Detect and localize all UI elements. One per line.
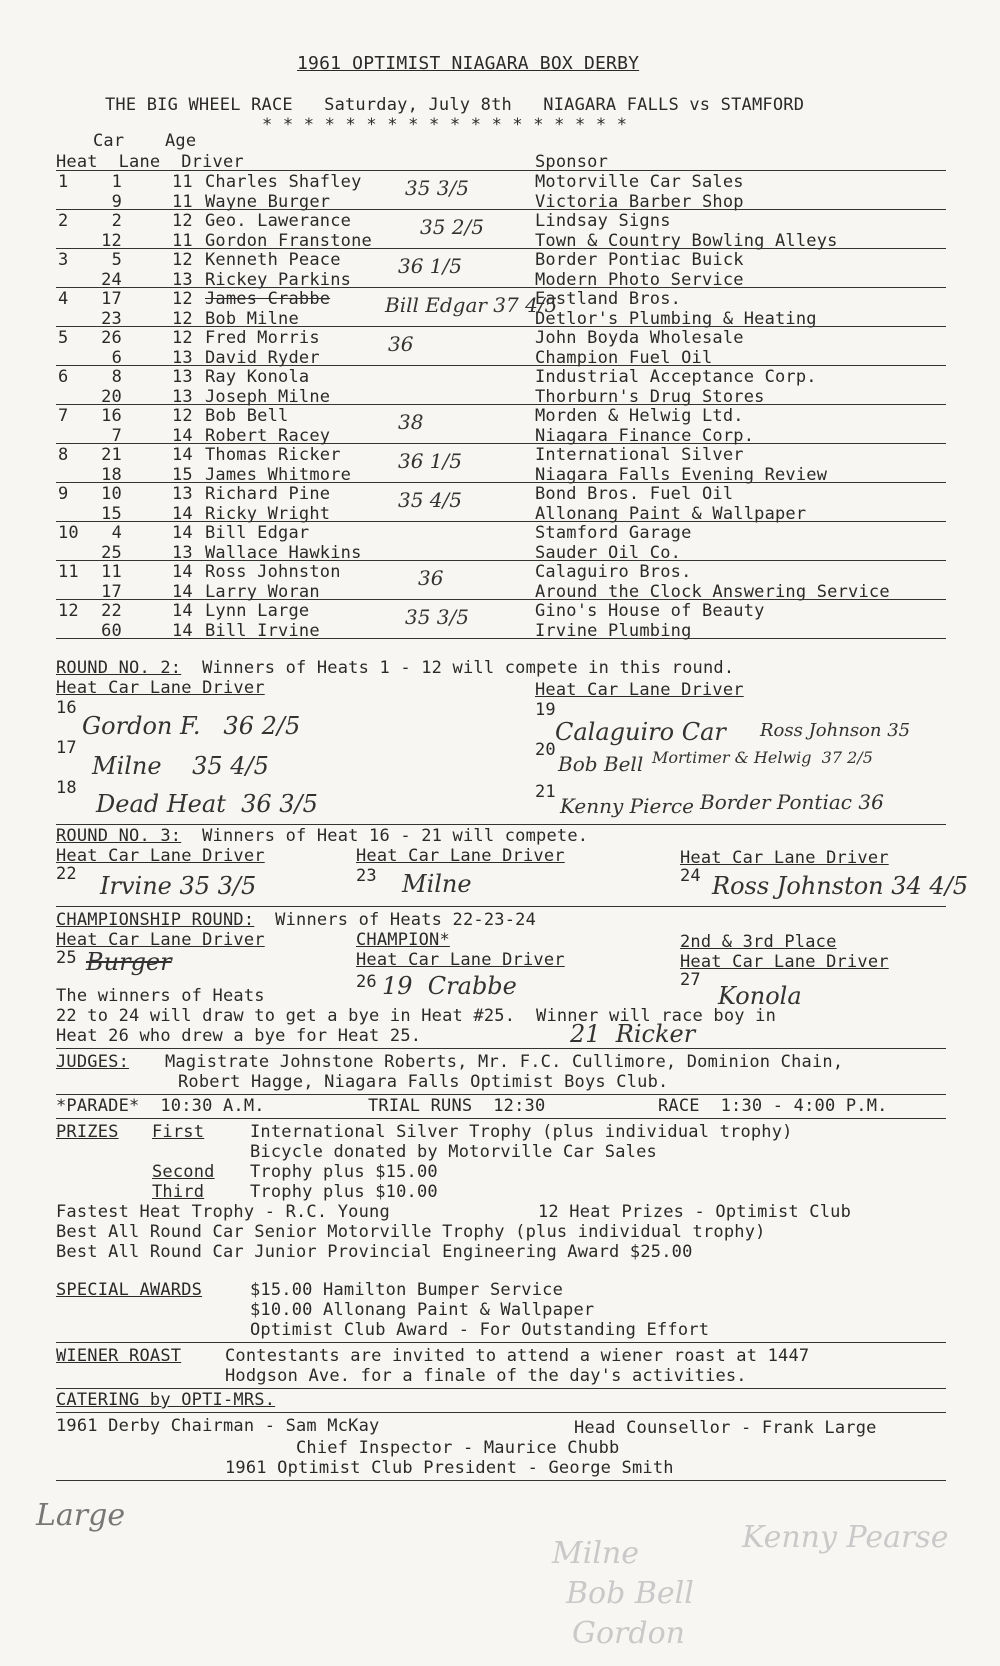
round2-header-left: Heat Car Lane Driver	[56, 678, 265, 698]
heat-22-handwriting: Irvine 35 3/5	[100, 872, 257, 900]
heat-time-note: 35 2/5	[420, 215, 484, 239]
rule-officials	[56, 1412, 946, 1413]
prize-second-label: Second	[152, 1162, 215, 1182]
heat-time-note: 35 3/5	[405, 605, 469, 629]
heat-number: 8	[58, 445, 69, 465]
driver-age: 14	[172, 581, 193, 602]
driver-name: Rickey Parkins	[205, 269, 352, 290]
round3-header-3: Heat Car Lane Driver	[680, 848, 889, 868]
prize-first-text-1: International Silver Trophy (plus individual trophy)	[250, 1122, 793, 1142]
catering-line: CATERING by OPTI-MRS.	[56, 1390, 276, 1410]
driver-age: 13	[172, 269, 193, 290]
rule-wiener	[56, 1342, 946, 1343]
driver-age: 12	[172, 211, 193, 231]
driver-name: Ray Konola	[205, 367, 310, 387]
heat-23-number: 23	[356, 866, 377, 886]
sponsor-name: Champion Fuel Oil	[535, 347, 713, 368]
special-award-1: $15.00 Hamilton Bumper Service	[250, 1280, 564, 1300]
driver-name: Geo. Lawerance	[205, 211, 352, 231]
heat-19-number: 19	[535, 700, 556, 720]
heat-number: 2	[58, 211, 69, 231]
lane-number: 18	[101, 464, 122, 485]
driver-age: 14	[172, 523, 193, 543]
heat-number: 1	[58, 172, 69, 192]
second-third-label: 2nd & 3rd Place	[680, 932, 837, 952]
sponsor-name: Niagara Finance Corp.	[535, 425, 755, 446]
judges-line-1: Magistrate Johnstone Roberts, Mr. F.C. Cullimore, Dominion Chain,	[165, 1052, 844, 1072]
heat-number: 4	[58, 289, 69, 309]
heat-divider	[56, 482, 946, 483]
driver-name: Wayne Burger	[205, 191, 331, 212]
handwriting-large: Large	[36, 1498, 126, 1533]
official-inspector: Chief Inspector - Maurice Chubb	[296, 1438, 620, 1458]
prize-best-junior: Best All Round Car Junior Provincial Engineering Award $25.00	[56, 1242, 693, 1262]
sponsor-name: Thorburn's Drug Stores	[535, 386, 765, 407]
driver-name: James Whitmore	[205, 464, 352, 485]
heat-16-handwriting: Gordon F. 36 2/5	[82, 712, 301, 740]
heat-21-note: Border Pontiac 36	[700, 790, 884, 814]
sponsor-name: Border Pontiac Buick	[535, 250, 744, 270]
lane-number: 12	[101, 230, 122, 251]
heat-divider	[56, 209, 946, 210]
sponsor-name: Morden & Helwig Ltd.	[535, 406, 744, 426]
driver-age: 13	[172, 386, 193, 407]
heat-26-number: 26	[356, 972, 377, 992]
prize-second-text: Trophy plus $15.00	[250, 1162, 438, 1182]
round3-header-1: Heat Car Lane Driver	[56, 846, 265, 866]
sponsor-name: Niagara Falls Evening Review	[535, 464, 828, 485]
driver-age: 14	[172, 445, 193, 465]
heat-27-handwriting: Konola	[718, 982, 802, 1010]
round2-header-right: Heat Car Lane Driver	[535, 680, 744, 700]
rule-championship	[56, 906, 946, 907]
driver-age: 12	[172, 406, 193, 426]
driver-age: 13	[172, 347, 193, 368]
heat-time-note: 36 1/5	[398, 254, 462, 278]
driver-age: 14	[172, 601, 193, 621]
heat-20-note: Mortimer & Helwig 37 2/5	[652, 748, 873, 767]
lane-number: 6	[111, 347, 122, 368]
lane-number: 8	[111, 367, 122, 387]
heat-20-handwriting: Bob Bell	[558, 752, 644, 776]
lane-number: 25	[101, 542, 122, 563]
driver-age: 13	[172, 367, 193, 387]
heat-number: 3	[58, 250, 69, 270]
heat-27-number: 27	[680, 970, 701, 990]
championship-header-3: Heat Car Lane Driver	[680, 952, 889, 972]
lane-number: 1	[111, 172, 122, 192]
sponsor-name: Detlor's Plumbing & Heating	[535, 308, 817, 329]
rule-prizes	[56, 1118, 946, 1119]
heat-26-handwriting: 19 Crabbe	[382, 972, 517, 1000]
driver-name: Bob Milne	[205, 308, 299, 329]
wiener-roast-line-1: Contestants are invited to attend a wiener roast at 1447	[225, 1346, 810, 1366]
heat-20-number: 20	[535, 740, 556, 760]
lane-number: 7	[111, 425, 122, 446]
handwriting-bob: Bob Bell	[566, 1576, 694, 1611]
driver-age: 12	[172, 289, 193, 309]
sponsor-name: Calaguiro Bros.	[535, 562, 692, 582]
rule-bottom	[56, 1480, 946, 1481]
championship-label: CHAMPIONSHIP ROUND:	[56, 910, 255, 930]
driver-name: Lynn Large	[205, 601, 310, 621]
lane-number: 5	[111, 250, 122, 270]
driver-age: 12	[172, 328, 193, 348]
heat-17-number: 17	[56, 738, 77, 758]
heat-number: 10	[58, 523, 79, 543]
lane-number: 17	[101, 581, 122, 602]
driver-age: 11	[172, 172, 193, 192]
heat-time-note: 38	[398, 410, 424, 434]
heat-18-handwriting: Dead Heat 36 3/5	[96, 790, 318, 818]
championship-extra-handwriting: 21 Ricker	[570, 1020, 696, 1048]
lane-number: 11	[101, 562, 122, 582]
round2-line	[56, 658, 734, 678]
header-heat-lane-driver: Heat Lane Driver	[56, 152, 244, 172]
sponsor-name: Stamford Garage	[535, 523, 692, 543]
heat-time-note: 36	[418, 566, 444, 590]
sponsor-name: Gino's House of Beauty	[535, 601, 765, 621]
sponsor-name: Modern Photo Service	[535, 269, 744, 290]
sponsor-name: International Silver	[535, 445, 744, 465]
prize-first-label: First	[152, 1122, 205, 1142]
driver-age: 11	[172, 230, 193, 251]
heat-25-number: 25	[56, 948, 77, 968]
round3-text: Winners of Heat 16 - 21 will compete.	[202, 826, 589, 846]
lane-number: 15	[101, 503, 122, 524]
prizes-label: PRIZES	[56, 1122, 119, 1142]
sponsor-name: Town & Country Bowling Alleys	[535, 230, 838, 251]
driver-name: James Crabbe	[205, 289, 331, 309]
schedule-race: RACE 1:30 - 4:00 P.M.	[658, 1096, 888, 1116]
driver-name: Joseph Milne	[205, 386, 331, 407]
champion-label: CHAMPION*	[356, 930, 450, 950]
heat-19-handwriting: Calaguiro Car	[555, 718, 726, 746]
heat-number: 7	[58, 406, 69, 426]
round3-line	[56, 826, 588, 846]
heat-number: 5	[58, 328, 69, 348]
heat-divider	[56, 287, 946, 288]
sponsor-name: Around the Clock Answering Service	[535, 581, 890, 602]
header-age: Age	[165, 131, 197, 151]
sponsor-name: Bond Bros. Fuel Oil	[535, 484, 734, 504]
lane-number: 4	[111, 523, 122, 543]
official-counsellor: Head Counsellor - Frank Large	[574, 1418, 877, 1438]
official-chairman: 1961 Derby Chairman - Sam McKay	[56, 1416, 380, 1436]
heat-21-handwriting: Kenny Pierce	[560, 794, 694, 818]
lane-number: 23	[101, 308, 122, 329]
rule-catering	[56, 1388, 946, 1389]
championship-note-2: 22 to 24 will draw to get a bye in Heat #25. Winner will race boy in	[56, 1006, 777, 1026]
heat-21-number: 21	[535, 782, 556, 802]
header-car: Car	[93, 131, 125, 151]
driver-name: Bill Irvine	[205, 620, 320, 641]
round2-text: Winners of Heats 1 - 12 will compete in this round.	[202, 658, 735, 678]
heat-divider	[56, 599, 946, 600]
driver-age: 12	[172, 308, 193, 329]
heat-number: 12	[58, 601, 79, 621]
sponsor-name: Allonang Paint & Wallpaper	[535, 503, 807, 524]
heat-19-note: Ross Johnson 35	[760, 720, 911, 741]
round3-header-2: Heat Car Lane Driver	[356, 846, 565, 866]
wiener-roast-label: WIENER ROAST	[56, 1346, 182, 1366]
driver-name: Bob Bell	[205, 406, 289, 426]
heat-25-handwriting: Burger	[86, 948, 172, 976]
lane-number: 2	[111, 211, 122, 231]
page-subtitle: THE BIG WHEEL RACE Saturday, July 8th NIAGARA FALLS vs STAMFORD	[105, 95, 805, 115]
heat-divider	[56, 443, 946, 444]
driver-age: 12	[172, 250, 193, 270]
prize-third-label: Third	[152, 1182, 205, 1202]
driver-name: Larry Woran	[205, 581, 320, 602]
driver-name: Kenneth Peace	[205, 250, 341, 270]
sponsor-name: Eastland Bros.	[535, 289, 682, 309]
judges-line-2: Robert Hagge, Niagara Falls Optimist Boys Club.	[178, 1072, 669, 1092]
heat-time-note: 35 3/5	[405, 176, 469, 200]
heat-time-note: 36	[388, 332, 414, 356]
round3-label: ROUND NO. 3:	[56, 826, 182, 846]
lane-number: 60	[101, 620, 122, 641]
heat-24-number: 24	[680, 866, 701, 886]
heat-time-note: Bill Edgar 37 4/5	[385, 293, 558, 317]
sponsor-name: Motorville Car Sales	[535, 172, 744, 192]
driver-name: David Ryder	[205, 347, 320, 368]
championship-header-1: Heat Car Lane Driver	[56, 930, 265, 950]
heat-divider	[56, 638, 946, 639]
lane-number: 21	[101, 445, 122, 465]
lane-number: 9	[111, 191, 122, 212]
heat-divider	[56, 560, 946, 561]
championship-text: Winners of Heats 22-23-24	[275, 910, 537, 930]
lane-number: 26	[101, 328, 122, 348]
driver-age: 13	[172, 484, 193, 504]
sponsor-name: Victoria Barber Shop	[535, 191, 744, 212]
sponsor-name: Lindsay Signs	[535, 211, 671, 231]
lane-number: 16	[101, 406, 122, 426]
prize-heat-prizes: 12 Heat Prizes - Optimist Club	[538, 1202, 852, 1222]
round2-label: ROUND NO. 2:	[56, 658, 182, 678]
heat-16-number: 16	[56, 698, 77, 718]
star-divider: * * * * * * * * * * * * * * * * * *	[262, 115, 628, 135]
heat-time-note: 35 4/5	[398, 488, 462, 512]
heat-divider	[56, 404, 946, 405]
driver-name: Bill Edgar	[205, 523, 310, 543]
heat-23-handwriting: Milne	[402, 870, 472, 898]
driver-age: 14	[172, 425, 193, 446]
rule-judges	[56, 1048, 946, 1049]
sponsor-name: Industrial Acceptance Corp.	[535, 367, 817, 387]
heat-17-handwriting: Milne 35 4/5	[92, 752, 269, 780]
driver-name: Fred Morris	[205, 328, 320, 348]
driver-age: 14	[172, 503, 193, 524]
driver-name: Wallace Hawkins	[205, 542, 362, 563]
sponsor-name: Sauder Oil Co.	[535, 542, 682, 563]
heat-24-handwriting: Ross Johnston 34 4/5	[712, 872, 969, 900]
prize-fastest: Fastest Heat Trophy - R.C. Young	[56, 1202, 390, 1222]
heat-22-number: 22	[56, 864, 77, 884]
lane-number: 10	[101, 484, 122, 504]
lane-number: 24	[101, 269, 122, 290]
prize-best-senior: Best All Round Car Senior Motorville Trophy (plus individual trophy)	[56, 1222, 766, 1242]
driver-name: Ross Johnston	[205, 562, 341, 582]
championship-note-3: Heat 26 who drew a bye for Heat 25.	[56, 1026, 422, 1046]
driver-age: 14	[172, 562, 193, 582]
heat-number: 6	[58, 367, 69, 387]
driver-age: 13	[172, 542, 193, 563]
championship-header-2: Heat Car Lane Driver	[356, 950, 565, 970]
driver-name: Ricky Wright	[205, 503, 331, 524]
schedule-parade: *PARADE* 10:30 A.M.	[56, 1096, 265, 1116]
heat-divider	[56, 365, 946, 366]
driver-age: 14	[172, 620, 193, 641]
official-president: 1961 Optimist Club President - George Smith	[225, 1458, 674, 1478]
heat-divider	[56, 170, 946, 171]
header-sponsor: Sponsor	[535, 152, 609, 172]
heat-18-number: 18	[56, 778, 77, 798]
heat-time-note: 36 1/5	[398, 449, 462, 473]
driver-name: Robert Racey	[205, 425, 331, 446]
handwriting-kenny: Kenny Pearse	[742, 1520, 949, 1555]
special-award-2: $10.00 Allonang Paint & Wallpaper	[250, 1300, 595, 1320]
schedule-trial-runs: TRIAL RUNS 12:30	[368, 1096, 546, 1116]
wiener-roast-line-2: Hodgson Ave. for a finale of the day's activities.	[225, 1366, 747, 1386]
driver-age: 11	[172, 191, 193, 212]
championship-line	[56, 910, 536, 930]
lane-number: 20	[101, 386, 122, 407]
championship-note-1: The winners of Heats	[56, 986, 265, 1006]
handwriting-milne: Milne	[552, 1536, 639, 1571]
sponsor-name: Irvine Plumbing	[535, 620, 692, 641]
prize-third-text: Trophy plus $10.00	[250, 1182, 438, 1202]
lane-number: 22	[101, 601, 122, 621]
rule-round3	[56, 824, 946, 825]
driver-age: 15	[172, 464, 193, 485]
heat-number: 9	[58, 484, 69, 504]
sponsor-name: John Boyda Wholesale	[535, 328, 744, 348]
handwriting-gordon: Gordon	[572, 1616, 685, 1651]
special-award-3: Optimist Club Award - For Outstanding Effort	[250, 1320, 710, 1340]
judges-label: JUDGES:	[56, 1052, 130, 1072]
rule-schedule	[56, 1094, 946, 1095]
heat-divider	[56, 521, 946, 522]
heat-divider	[56, 248, 946, 249]
driver-name: Richard Pine	[205, 484, 331, 504]
special-awards-label: SPECIAL AWARDS	[56, 1280, 203, 1300]
driver-name: Thomas Ricker	[205, 445, 341, 465]
heat-number: 11	[58, 562, 79, 582]
lane-number: 17	[101, 289, 122, 309]
page-title: 1961 OPTIMIST NIAGARA BOX DERBY	[297, 53, 640, 74]
prize-first-text-2: Bicycle donated by Motorville Car Sales	[250, 1142, 657, 1162]
driver-name: Charles Shafley	[205, 172, 362, 192]
driver-name: Gordon Franstone	[205, 230, 372, 251]
heat-divider	[56, 326, 946, 327]
